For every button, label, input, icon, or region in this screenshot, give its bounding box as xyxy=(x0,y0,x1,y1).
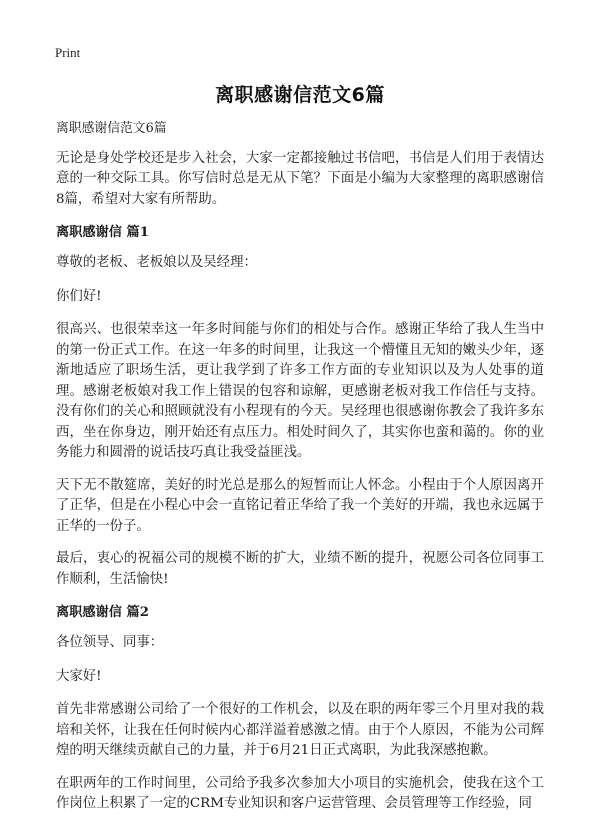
print-link[interactable]: Print xyxy=(55,45,81,60)
salutation: 各位领导、同事： xyxy=(56,635,164,650)
body-paragraph: 天下无不散筵席，美好的时光总是那么的短暂而让人怀念。小程由于个人原因离开了正华，但是在小程心中会一直铭记着正华给了我一个美好的开端，我也永远属于正华的一份子。 xyxy=(56,477,544,534)
section-heading: 离职感谢信 篇1 xyxy=(56,225,149,240)
greeting: 你们好! xyxy=(56,288,102,304)
document-subtitle: 离职感谢信范文6篇 xyxy=(56,121,167,136)
section-heading: 离职感谢信 篇2 xyxy=(56,605,149,620)
document-title: 离职感谢信范文6篇 xyxy=(215,84,385,106)
body-paragraph: 最后，衷心的祝福公司的规模不断的扩大，业绩不断的提升，祝愿公司各位同事工作顺利，生活愉快! xyxy=(56,551,544,587)
salutation: 尊敬的老板、老板娘以及吴经理： xyxy=(56,255,257,270)
body-paragraph: 在职两年的工作时间里，公司给予我多次参加大小项目的实施机会，使我在这个工作岗位上积累了一定的CRM专业知识和客户运营管理、会员管理等工作经验，同 xyxy=(56,775,544,811)
body-paragraph: 首先非常感谢公司给了一个很好的工作机会，以及在职的两年零三个月里对我的栽培和关怀，让我在任何时候内心都洋溢着感激之情。由于个人原因，不能为公司辉煌的明天继续贡献自己的力量，并于6月21日正式离职，为此我深感抱歉。 xyxy=(56,702,544,758)
document-body xyxy=(56,119,544,827)
intro-paragraph: 无论是身处学校还是步入社会，大家一定都接触过书信吧，书信是人们用于表情达意的一种交际工具。你写信时总是无从下笔？下面是小编为大家整理的离职感谢信8篇，希望对大家有所帮助。 xyxy=(56,150,544,207)
body-paragraph: 很高兴、也很荣幸这一年多时间能与你们的相处与合作。感谢正华给了我人生当中的第一份正式工作。在这一年多的时间里，让我这一个懵懂且无知的嫩头少年，逐渐地适应了职场生活，更让我学到了许多工作方面的专业知识以及为人处事的道理。感谢老板娘对我工作上错误的包容和谅解，更感谢老板对我工作信任与支持。没有你们的关心和照顾就没有小程现有的今天。吴经理也很感谢你教会了我许多东西，坐在你身边，刚开始还有点压力。相处时间久了，其实你也蛮和蔼的。你的业务能力和圆滑的说话技巧真让我受益匪浅。 xyxy=(56,322,544,460)
greeting: 大家好! xyxy=(56,668,102,684)
